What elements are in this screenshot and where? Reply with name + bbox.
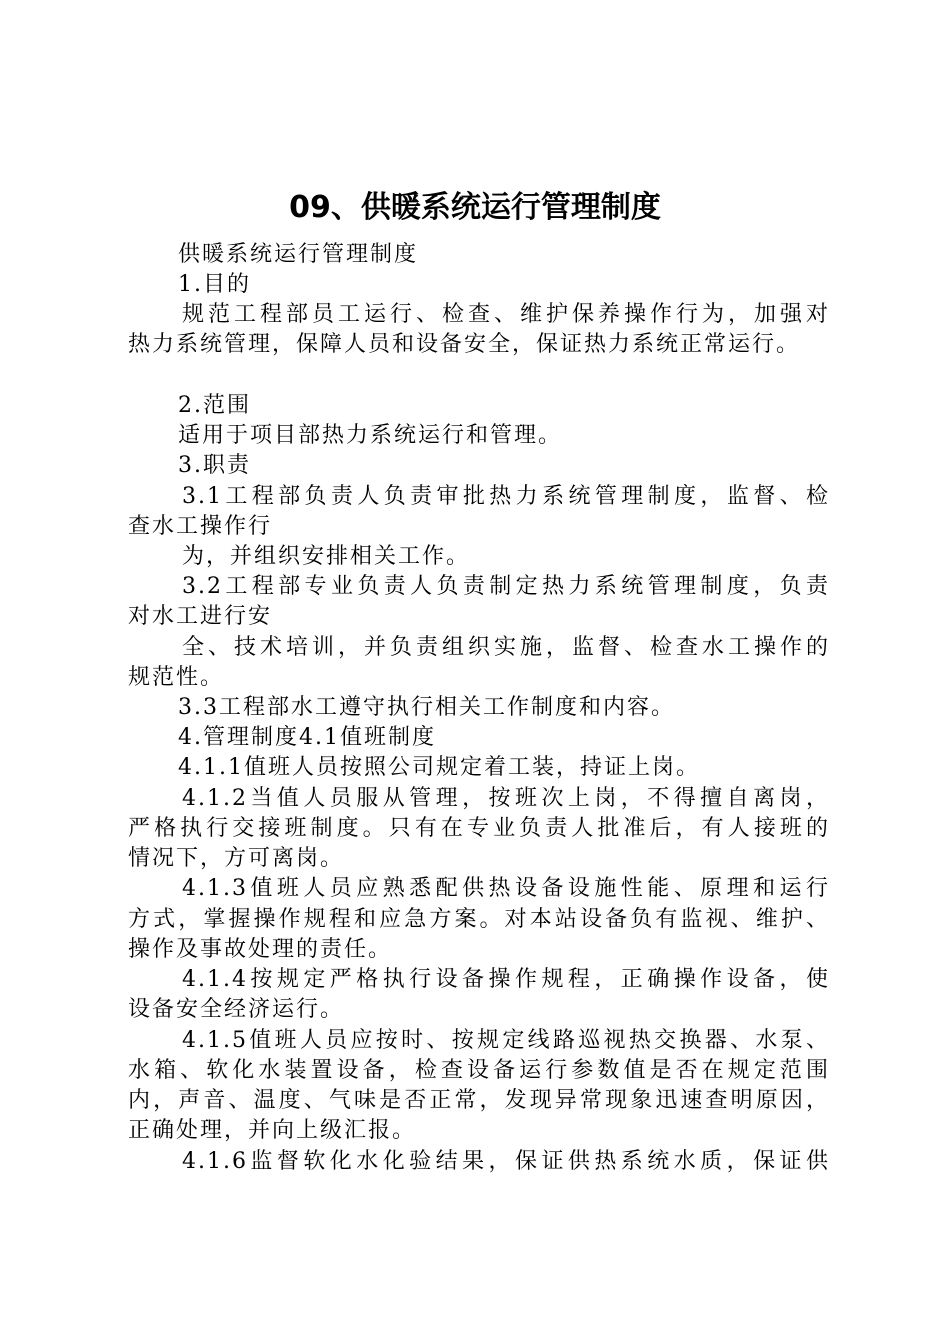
- text-line: 规范性。: [128, 665, 225, 690]
- text-line: 严格执行交接班制度。只有在专业负责人批准后，有人接班的: [128, 816, 830, 841]
- text-line: 3.2工程部专业负责人负责制定热力系统管理制度，负责: [182, 574, 830, 599]
- text-line: 4.管理制度4.1值班制度: [178, 725, 436, 750]
- text-line: 3.职责: [178, 453, 251, 478]
- text-line: 查水工操作行: [128, 514, 273, 539]
- document-title: 09、供暖系统运行管理制度: [289, 190, 661, 225]
- text-line: 方式，掌握操作规程和应急方案。对本站设备负有监视、维护、: [128, 907, 830, 932]
- text-line: 为，并组织安排相关工作。: [182, 544, 471, 569]
- text-line: 正确处理，并向上级汇报。: [128, 1118, 417, 1143]
- text-line: 4.1.3值班人员应熟悉配供热设备设施性能、原理和运行: [182, 876, 830, 901]
- text-line: 情况下，方可离岗。: [128, 846, 345, 871]
- text-line: 水箱、软化水装置设备，检查设备运行参数值是否在规定范围: [128, 1058, 830, 1083]
- text-line: 4.1.2当值人员服从管理，按班次上岗，不得擅自离岗，: [182, 786, 830, 811]
- text-line: 内，声音、温度、气味是否正常，发现异常现象迅速查明原因，: [128, 1088, 830, 1113]
- text-line: 适用于项目部热力系统运行和管理。: [178, 423, 563, 448]
- text-line: 操作及事故处理的责任。: [128, 937, 393, 962]
- text-line: 供暖系统运行管理制度: [178, 242, 419, 267]
- text-line: 规范工程部员工运行、检查、维护保养操作行为，加强对: [182, 302, 830, 327]
- text-line: 4.1.6监督软化水化验结果，保证供热系统水质，保证供: [182, 1149, 830, 1174]
- text-line: 3.3工程部水工遵守执行相关工作制度和内容。: [178, 695, 675, 720]
- text-line: 4.1.4按规定严格执行设备操作规程，正确操作设备，使: [182, 967, 830, 992]
- text-line: 2.范围: [178, 393, 251, 418]
- text-line: 3.1工程部负责人负责审批热力系统管理制度，监督、检: [182, 484, 830, 509]
- text-line: 4.1.1值班人员按照公司规定着工装，持证上岗。: [178, 755, 700, 780]
- text-line: 1.目的: [178, 272, 251, 297]
- text-line: 热力系统管理，保障人员和设备安全，保证热力系统正常运行。: [128, 332, 801, 357]
- text-line: 对水工进行安: [128, 604, 273, 629]
- text-line: 4.1.5值班人员应按时、按规定线路巡视热交换器、水泵、: [182, 1028, 830, 1053]
- text-line: 设备安全经济运行。: [128, 997, 345, 1022]
- text-line: 全、技术培训，并负责组织实施，监督、检查水工操作的: [182, 635, 830, 660]
